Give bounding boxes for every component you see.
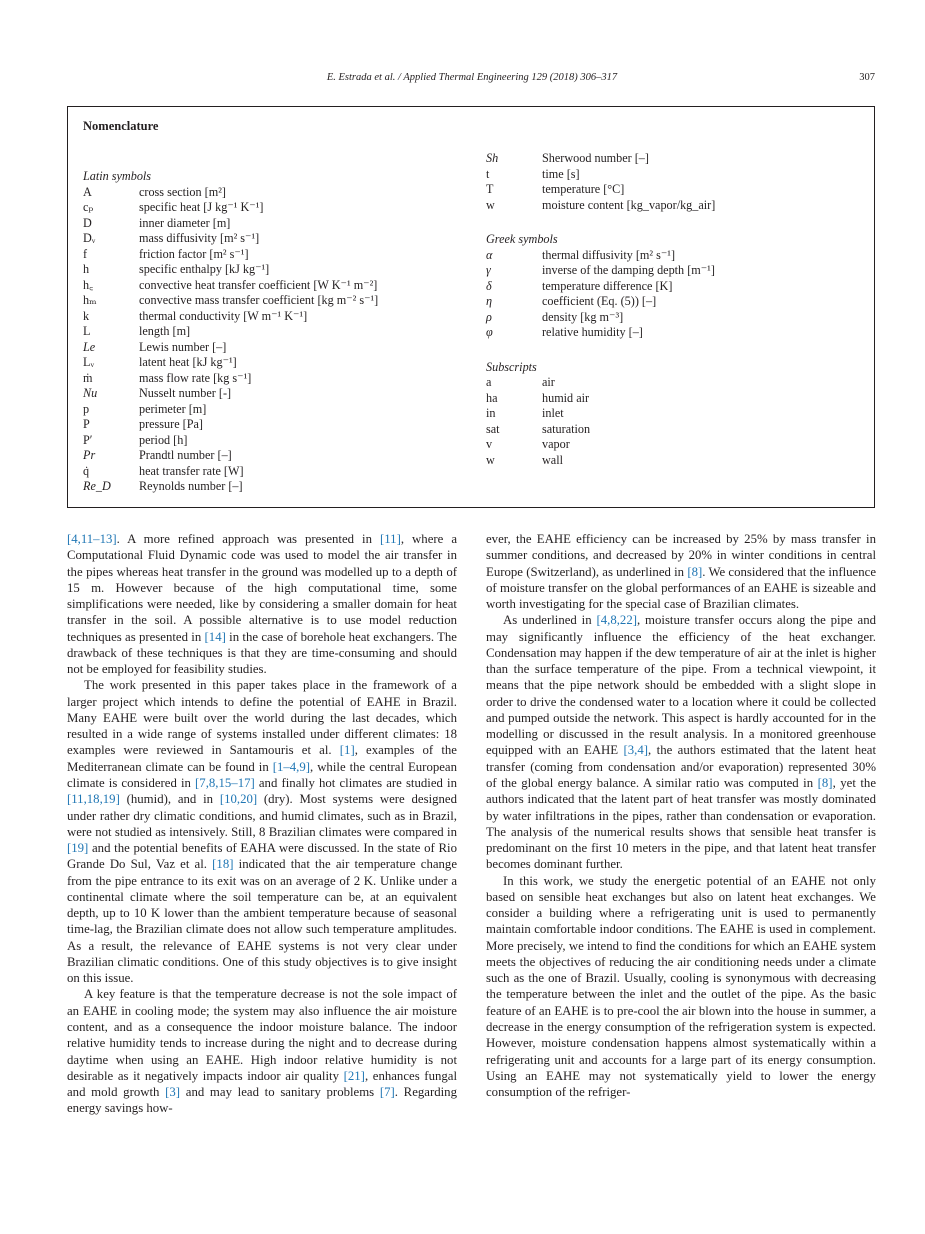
definition: length [m] xyxy=(139,324,191,338)
definition: Sherwood number [–] xyxy=(542,151,649,165)
definition: air xyxy=(542,375,555,389)
nomenclature-row xyxy=(83,402,463,418)
nomenclature-row xyxy=(83,200,463,216)
paragraph: A key feature is that the temperature decrease is not the sole impact of an EAHE in cooling mode; the system may also influence the air moisture content, and as a consequence the indoor moisture balance. The indoor relative humidity tends to increase during the night and to decrease during daytime when using an EAHE. High indoor relative humidity is not desirable as it negatively impacts indoor air quality [21], enhances fungal and mold growth [3] and may lead to sanitary problems [7]. Regarding energy savings how- xyxy=(67,987,457,1116)
citation-link[interactable]: [18] xyxy=(212,857,234,872)
symbol: D xyxy=(83,215,92,230)
body-column-left xyxy=(67,531,457,1117)
paragraph: The work presented in this paper takes place in the framework of a larger project which intends to define the potential of EAHE in Brazil. Many EAHE were built over the world during the last decades, which resulted in a wide range of systems installed under different climates: 18 examples were reviewed in Santamouris et al. [1], examples of the Mediterranean climate can be found in [1–4,9], while the central European climate is considered in [7,8,15–17] and finally hot climates are studied in [11,18,19] (humid), and in [10,20] (dry). Most systems were designed under rather dry climatic conditions, and humid climates, such as in Brazil, were not studied as intensively. Still, 8 Brazilian climates were compared in [19] and the potential benefits of EAHA were discussed. In the state of Rio Grande Do Sul, Vaz et al. [18] indicated that the air temperature change from the pipe entrance to its exit was on an average of 2 K. Unlike under a continental climate where the soil temperature can be, at an equivalent depth, up to 10 K lower than the ambient temperature because of seasonal time-lag, the Brazilian climate does not allow such temperature amplitudes. As a result, the relevance of EAHE systems is not very clear under Brazilian climatic conditions. One of this study objectives is to give insight on this issue. xyxy=(67,678,457,986)
definition: time [s] xyxy=(542,166,580,181)
citation-link[interactable]: [1] xyxy=(339,743,355,758)
citation-link[interactable]: [1–4,9] xyxy=(272,759,311,774)
symbol: Re_D xyxy=(83,479,111,493)
definition: pressure [Pa] xyxy=(139,417,203,431)
nomenclature-row xyxy=(486,294,866,310)
nomenclature-row xyxy=(83,340,463,356)
definition: mass flow rate [kg s⁻¹] xyxy=(139,370,252,385)
paragraph: [4,11–13]. A more refined approach was presented in [11], where a Computational Fluid Dynamic code was used to model the air transfer in the pipes whereas heat transfer in the ground was modelled up to a depth of 15 m. However because of the high computational time, some simplifications were needed, like by considering a smaller domain for heat transfer in the soil. A possible alternative is to use model reduction techniques as presented in [14] in the case of borehole heat exchangers. The drawback of these techniques is that they are time-consuming and should not be employed for feasibility studies. xyxy=(67,532,458,677)
definition: convective heat transfer coefficient [W K⁻¹ m⁻²] xyxy=(139,277,378,292)
latin-symbols-continued-list xyxy=(486,151,866,213)
nomenclature-left-column xyxy=(83,169,463,495)
nomenclature-row xyxy=(486,391,866,407)
symbol: Lᵥ xyxy=(83,355,95,369)
greek-symbols-list xyxy=(486,248,866,341)
nomenclature-row xyxy=(83,247,463,263)
latin-symbols-list xyxy=(83,185,463,495)
symbol: η xyxy=(486,294,493,308)
nomenclature-row xyxy=(486,248,866,264)
greek-symbols-heading: Greek symbols xyxy=(486,232,558,246)
nomenclature-row xyxy=(486,310,866,326)
symbol: P xyxy=(83,417,90,431)
nomenclature-row xyxy=(486,198,866,214)
symbol: Le xyxy=(83,339,96,354)
symbol: Sh xyxy=(486,151,499,165)
definition: period [h] xyxy=(139,432,188,447)
nomenclature-row xyxy=(486,263,866,279)
latin-symbols-heading: Latin symbols xyxy=(83,169,152,183)
definition: humid air xyxy=(542,390,590,405)
paragraph: As underlined in [4,8,22], moisture transfer occurs along the pipe and may significantly influence the efficiency of the heat exchanger. Condensation may happen if the dew temperature of air at the inlet is higher than the surface temperature of the pipe. From a technical viewpoint, it means that the pipe network should be embedded with a slight slope in order to drive the condensed water to a location where it could be collected and pumped outside the network. This aspect is hardly accounted for in the modelling or discussed in the result analysis. In a monitored greenhouse equipped with an EAHE [3,4], the authors estimated that the latent heat transfer (coming from condensation and/or evaporation) represented 30% of the global energy balance. A similar ratio was computed in [8], yet the authors indicated that the latent part of heat transfer was mostly dominated by water infiltrations in the pipes, rather than condensation or evaporation. The analysis of the numerical results shows that sensible heat transfer is predominant on the first 10 meters in the pipe, and that latent heat transfer becomes dominant further. xyxy=(486,613,877,872)
symbol: v xyxy=(486,437,493,451)
definition: mass diffusivity [m² s⁻¹] xyxy=(139,231,260,245)
nomenclature-row xyxy=(83,231,463,247)
symbol: q̇ xyxy=(83,463,90,478)
page-number: 307 xyxy=(859,72,875,83)
symbol: h꜀ xyxy=(83,277,94,292)
symbol: Pr xyxy=(83,448,96,462)
nomenclature-right-column xyxy=(486,151,866,468)
symbol: k xyxy=(83,308,90,323)
nomenclature-row xyxy=(83,216,463,232)
definition: inlet xyxy=(542,406,564,420)
body-column-right xyxy=(486,531,876,1100)
nomenclature-row xyxy=(83,355,463,371)
symbol: ha xyxy=(486,390,498,405)
citation-link[interactable]: [19] xyxy=(67,841,89,856)
nomenclature-title: Nomenclature xyxy=(83,119,159,133)
nomenclature-row xyxy=(83,309,463,325)
nomenclature-row xyxy=(486,453,866,469)
nomenclature-row xyxy=(83,433,463,449)
definition: temperature difference [K] xyxy=(542,278,673,293)
nomenclature-row xyxy=(486,279,866,295)
definition: coefficient (Eq. (5)) [–] xyxy=(542,294,657,308)
nomenclature-row xyxy=(83,371,463,387)
nomenclature-row xyxy=(83,324,463,340)
symbol: Dᵥ xyxy=(83,231,96,245)
nomenclature-row xyxy=(486,375,866,391)
citation-link[interactable]: [11,18,19] xyxy=(67,792,120,807)
definition: Nusselt number [-] xyxy=(139,386,232,400)
symbol: L xyxy=(83,324,91,338)
symbol: P′ xyxy=(83,432,93,447)
definition: cross section [m²] xyxy=(139,184,226,199)
nomenclature-row xyxy=(83,448,463,464)
citation-link[interactable]: [7] xyxy=(379,1085,395,1100)
definition: thermal conductivity [W m⁻¹ K⁻¹] xyxy=(139,308,308,323)
definition: inner diameter [m] xyxy=(139,215,231,230)
citation-link[interactable]: [4,8,22] xyxy=(596,613,637,628)
citation-link[interactable]: [4,11–13] xyxy=(67,532,117,546)
symbol: ṁ xyxy=(83,370,93,385)
nomenclature-row xyxy=(486,422,866,438)
symbol: w xyxy=(486,197,495,212)
symbol: φ xyxy=(486,325,493,339)
symbol: hₘ xyxy=(83,293,97,307)
symbol: δ xyxy=(486,278,492,293)
citation-link[interactable]: [7,8,15–17] xyxy=(195,775,255,790)
nomenclature-row xyxy=(486,437,866,453)
citation-link[interactable]: [8] xyxy=(817,775,833,790)
citation-link[interactable]: [3] xyxy=(165,1085,181,1100)
definition: Lewis number [–] xyxy=(139,339,227,354)
definition: latent heat [kJ kg⁻¹] xyxy=(139,355,237,369)
symbol: f xyxy=(83,246,88,261)
citation-link[interactable]: [3,4] xyxy=(623,743,649,758)
running-header xyxy=(67,72,877,88)
nomenclature-row xyxy=(83,417,463,433)
paragraph: ever, the EAHE efficiency can be increased by 25% by mass transfer in summer conditions, and decreased by 20% in winter conditions in central Europe (Switzerland), as underlined in [8]. We considered that the influence of moisture transfer on the global performances of an EAHE is sizeable and worth investigating for the special case of Brazilian climates. xyxy=(486,532,876,612)
nomenclature-row xyxy=(486,325,866,341)
citation-link[interactable]: [10,20] xyxy=(219,792,258,807)
definition: moisture content [kg_vapor/kg_air] xyxy=(542,197,716,212)
definition: specific enthalpy [kJ kg⁻¹] xyxy=(139,262,270,276)
definition: vapor xyxy=(542,437,570,451)
symbol: t xyxy=(486,166,490,181)
nomenclature-row xyxy=(486,182,866,198)
subscripts-list xyxy=(486,375,866,468)
definition: perimeter [m] xyxy=(139,401,207,416)
definition: heat transfer rate [W] xyxy=(139,463,244,478)
citation-link[interactable]: [8] xyxy=(687,564,703,579)
definition: density [kg m⁻³] xyxy=(542,309,624,324)
definition: convective mass transfer coefficient [kg m⁻² s⁻¹] xyxy=(139,293,379,307)
definition: wall xyxy=(542,452,563,467)
paragraph: In this work, we study the energetic potential of an EAHE not only based on sensible heat exchanges but also on latent heat exchanges. We consider a building where a refrigerating unit is used to permanently maintain comfortable indoor conditions. The EAHE is used in complement. More precisely, we intend to find the conditions for which an EAHE system meets the objectives of reducing the air conditioning needs under a climate such as the one of Brazil. Usually, cooling is synonymous with decreasing the temperature between the inlet and the outlet of the pipe. As the basic feature of an EAHE is to pre-cool the air blown into the house in summer, a decrease in the energy consumption of the refrigeration system is expected. However, moisture condensation happens almost systematically within a refrigerating unit and accounts for a large part of its energy consumption. Using an EAHE may not systematically yield to lower the energy consumption of the refriger- xyxy=(486,873,876,1100)
citation-link[interactable]: [21] xyxy=(343,1068,365,1083)
definition: Reynolds number [–] xyxy=(139,479,243,493)
definition: temperature [°C] xyxy=(542,182,625,196)
definition: specific heat [J kg⁻¹ K⁻¹] xyxy=(139,200,264,214)
symbol: ρ xyxy=(486,309,492,324)
nomenclature-row xyxy=(83,386,463,402)
nomenclature-row xyxy=(83,262,463,278)
symbol: Nu xyxy=(83,386,98,400)
symbol: T xyxy=(486,182,494,196)
symbol: γ xyxy=(486,263,491,277)
definition: inverse of the damping depth [m⁻¹] xyxy=(542,263,715,277)
symbol: cₚ xyxy=(83,200,94,214)
nomenclature-box xyxy=(67,106,875,508)
definition: Prandtl number [–] xyxy=(139,448,232,462)
nomenclature-row xyxy=(486,167,866,183)
nomenclature-row xyxy=(486,406,866,422)
definition: friction factor [m² s⁻¹] xyxy=(139,246,249,261)
citation-link[interactable]: [11] xyxy=(380,532,401,546)
nomenclature-row xyxy=(486,151,866,167)
definition: relative humidity [–] xyxy=(542,325,643,339)
symbol: p xyxy=(83,401,90,416)
citation-link[interactable]: [14] xyxy=(204,629,226,644)
symbol: h xyxy=(83,262,90,276)
nomenclature-row xyxy=(83,464,463,480)
symbol: in xyxy=(486,406,496,420)
nomenclature-row xyxy=(83,293,463,309)
journal-citation: E. Estrada et al. / Applied Thermal Engineering 129 (2018) 306–317 xyxy=(326,72,618,83)
subscripts-heading: Subscripts xyxy=(486,359,537,374)
symbol: a xyxy=(486,375,492,389)
nomenclature-row xyxy=(83,185,463,201)
nomenclature-row xyxy=(83,278,463,294)
symbol: A xyxy=(83,184,92,199)
definition: saturation xyxy=(542,421,591,436)
symbol: sat xyxy=(486,421,500,436)
symbol: α xyxy=(486,247,493,262)
symbol: w xyxy=(486,452,495,467)
nomenclature-row xyxy=(83,479,463,495)
definition: thermal diffusivity [m² s⁻¹] xyxy=(542,247,676,262)
